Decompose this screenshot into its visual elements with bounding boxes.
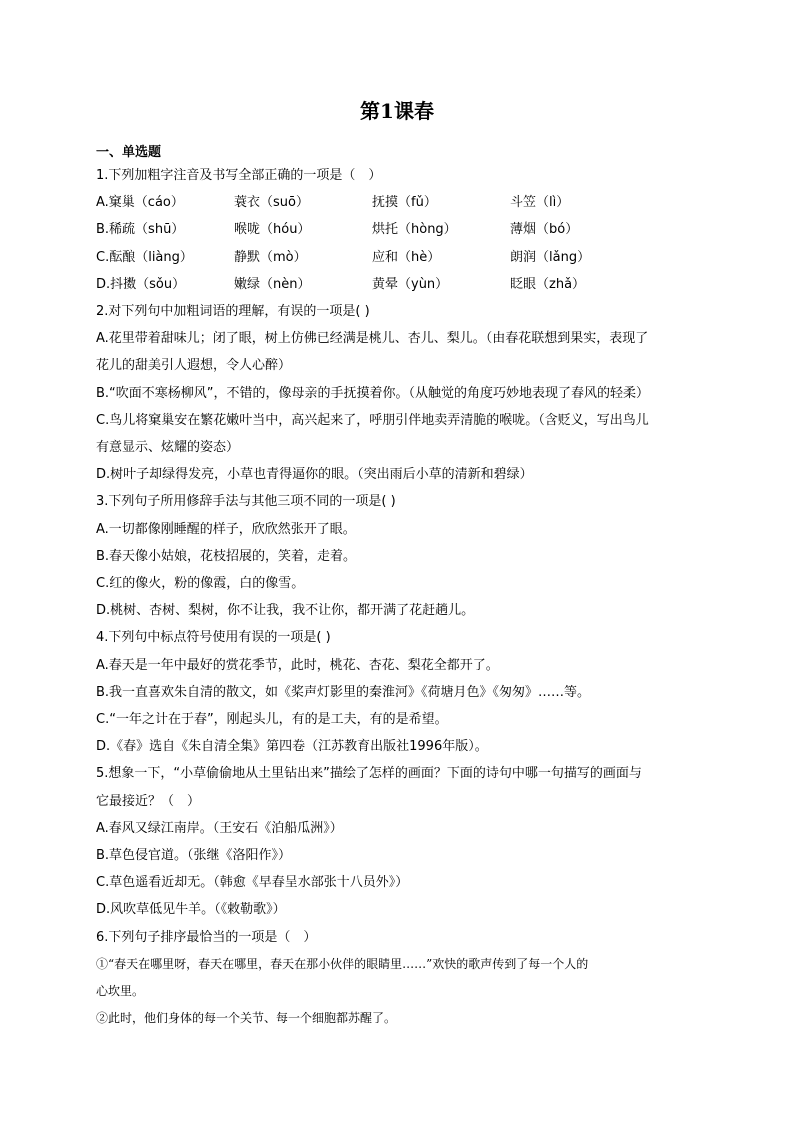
question-4-stem: 4.下列句中标点符号使用有误的一项是( ) [96,630,331,646]
question-2-option-c-line-2: 有意显示、炫耀的姿态） [96,440,240,456]
question-3-option-d: D.桃树、杏树、梨树，你不让我，我不让你，都开满了花赶趟儿。 [96,603,475,619]
question-6-item-1-line-2: 心坎里。 [96,984,145,999]
option-cell: 烘托（hòng） [372,222,457,238]
page-title: 第1课春 [360,99,434,123]
option-cell: 斗笠（lì） [510,195,570,211]
question-2-option-b: B.“吹面不寒杨柳风”，不错的，像母亲的手抚摸着你。（从触觉的角度巧妙地表现了春风的轻柔） [96,385,650,401]
option-cell: 黄晕（yùn） [372,276,449,292]
question-3-stem: 3.下列句子所用修辞手法与其他三项不同的一项是( ) [96,494,396,510]
question-1-option-row-d [96,271,700,298]
option-cell: D.抖擞（sǒu） [96,276,186,292]
question-4-option-d: D.《春》选自《朱自清全集》第四卷（江苏教育出版社1996年版）。 [96,739,488,755]
option-cell: 喉咙（hóu） [234,222,311,238]
question-2-option-d: D.树叶子却绿得发亮，小草也青得逼你的眼。（突出雨后小草的清新和碧绿） [96,467,533,483]
document-content [96,144,700,1033]
question-5-option-b: B.草色侵官道。（张继《洛阳作》） [96,848,292,864]
question-5-option-c: C.草色遥看近却无。（韩愈《早春呈水部张十八员外》） [96,875,409,891]
question-2-option-a-line-2: 花儿的甜美引人遐想，令人心醉） [96,358,292,374]
question-2-option-c-line-1: C.鸟儿将窠巢安在繁花嫩叶当中，高兴起来了，呼朋引伴地卖弄清脆的喉咙。（含贬义，写出鸟儿 [96,412,649,428]
question-1-option-row-b [96,216,700,243]
option-cell: 静默（mò） [234,249,307,265]
question-2-option-a-line-1: A.花里带着甜味儿；闭了眼，树上仿佛已经满是桃儿、杏儿、梨儿。（由春花联想到果实，表现了 [96,331,649,347]
option-cell: 眨眼（zhǎ） [510,276,586,292]
question-3-option-c: C.红的像火，粉的像霞，白的像雪。 [96,576,305,592]
option-cell: B.稀疏（shū） [96,222,185,238]
option-cell: 薄烟（bó） [510,222,579,238]
option-cell: 朗润（lǎng） [510,249,591,265]
question-6-item-1-line-1: ①“春天在哪里呀，春天在哪里，春天在那小伙伴的眼睛里……”欢快的歌声传到了每一个人的 [96,956,589,971]
question-4-option-b: B.我一直喜欢朱自清的散文，如《桨声灯影里的秦淮河》《荷塘月色》《匆匆》……等。 [96,684,591,700]
question-4-option-c: C.“一年之计在于春”，刚起头儿，有的是工夫，有的是希望。 [96,712,448,728]
question-5-option-a: A.春风又绿江南岸。（王安石《泊船瓜洲》） [96,820,343,836]
option-cell: 抚摸（fǔ） [372,195,437,211]
option-cell: 嫩绿（nèn） [234,276,311,292]
question-6-stem: 6.下列句子排序最恰当的一项是（ ） [96,929,317,945]
question-1-stem: 1.下列加粗字注音及书写全部正确的一项是（ ） [96,168,382,183]
question-4-option-a: A.春天是一年中最好的赏花季节，此时，桃花、杏花、梨花全都开了。 [96,657,499,673]
option-cell: A.窠巢（cáo） [96,195,184,211]
question-3-option-a: A.一切都像刚睡醒的样子，欣欣然张开了眼。 [96,521,356,537]
option-cell: 蓑衣（suō） [234,195,309,211]
question-3-option-b: B.春天像小姑娘，花枝招展的，笑着，走着。 [96,548,357,564]
option-cell: 应和（hè） [372,249,441,265]
question-2-stem: 2.对下列句中加粗词语的理解，有误的一项是( ) [96,304,370,320]
option-cell: C.酝酿（liàng） [96,249,193,265]
question-5-stem-line-2: 它最接近？（ ） [96,793,201,809]
question-1-option-row-a [96,189,700,216]
question-5-stem-line-1: 5.想象一下，“小草偷偷地从土里钻出来”描绘了怎样的画面？下面的诗句中哪一句描写的画面与 [96,766,642,782]
question-5-option-d: D.风吹草低见牛羊。（《敕勒歌》） [96,902,286,918]
question-1-option-row-c [96,244,700,271]
section-heading: 一、单选题 [96,145,162,160]
question-6-item-2: ②此时，他们身体的每一个关节、每一个细胞都苏醒了。 [96,1011,397,1026]
